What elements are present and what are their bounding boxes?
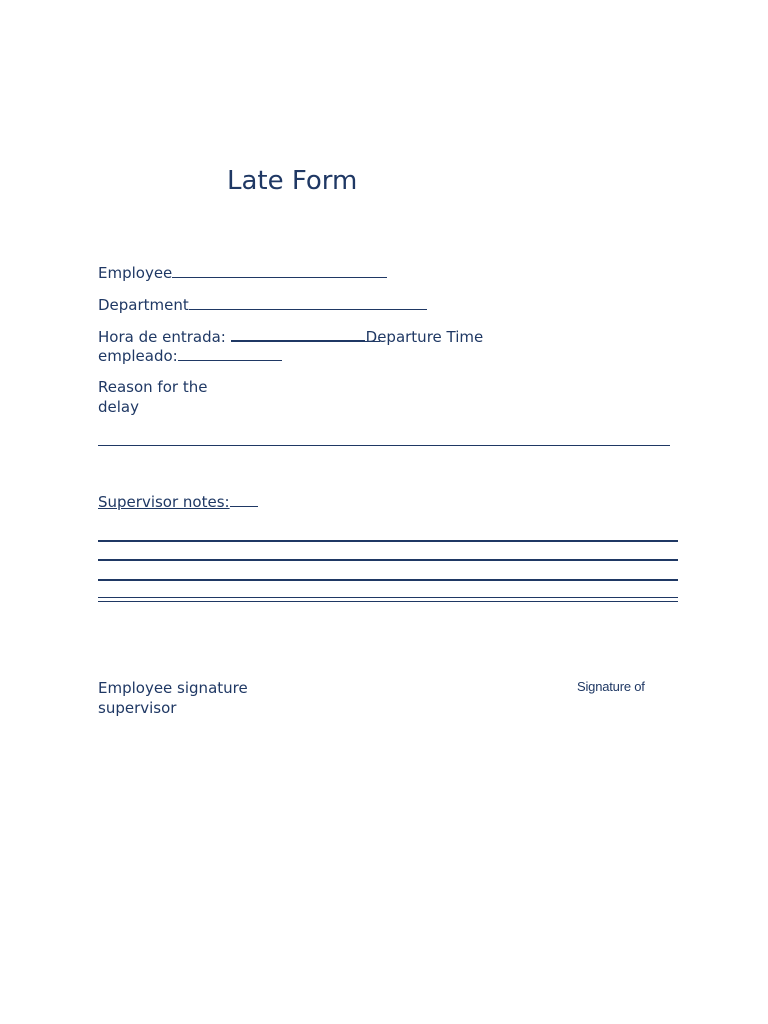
department-row — [98, 295, 427, 315]
signature-of-label: Signature of — [577, 679, 645, 694]
supervisor-label: supervisor — [98, 699, 177, 717]
supervisor-notes-blank[interactable] — [230, 492, 258, 507]
department-blank[interactable] — [189, 295, 427, 310]
departure-time-label: Departure Time — [365, 328, 484, 346]
entry-departure-row — [98, 326, 483, 347]
supervisor-notes-line-1[interactable] — [98, 540, 678, 542]
supervisor-notes-row — [98, 492, 258, 512]
empleado-blank[interactable] — [178, 346, 282, 361]
employee-label: Employee — [98, 264, 173, 282]
empleado-label: empleado: — [98, 347, 178, 365]
reason-label-line2: delay — [98, 398, 139, 416]
employee-blank[interactable] — [172, 263, 387, 278]
entry-time-blank[interactable] — [231, 326, 365, 342]
supervisor-notes-line-3[interactable] — [98, 579, 678, 581]
reason-label-line1: Reason for the — [98, 378, 208, 396]
supervisor-notes-label: Supervisor notes: — [98, 493, 230, 511]
supervisor-notes-line-4[interactable] — [98, 597, 678, 602]
employee-row — [98, 263, 387, 283]
department-label: Department — [98, 296, 189, 314]
empleado-row — [98, 346, 282, 366]
form-title: Late Form — [227, 166, 358, 196]
supervisor-notes-line-2[interactable] — [98, 559, 678, 561]
reason-blank-line[interactable] — [98, 445, 670, 446]
entry-time-label: Hora de entrada: — [98, 328, 226, 346]
employee-signature-label: Employee signature — [98, 679, 248, 697]
